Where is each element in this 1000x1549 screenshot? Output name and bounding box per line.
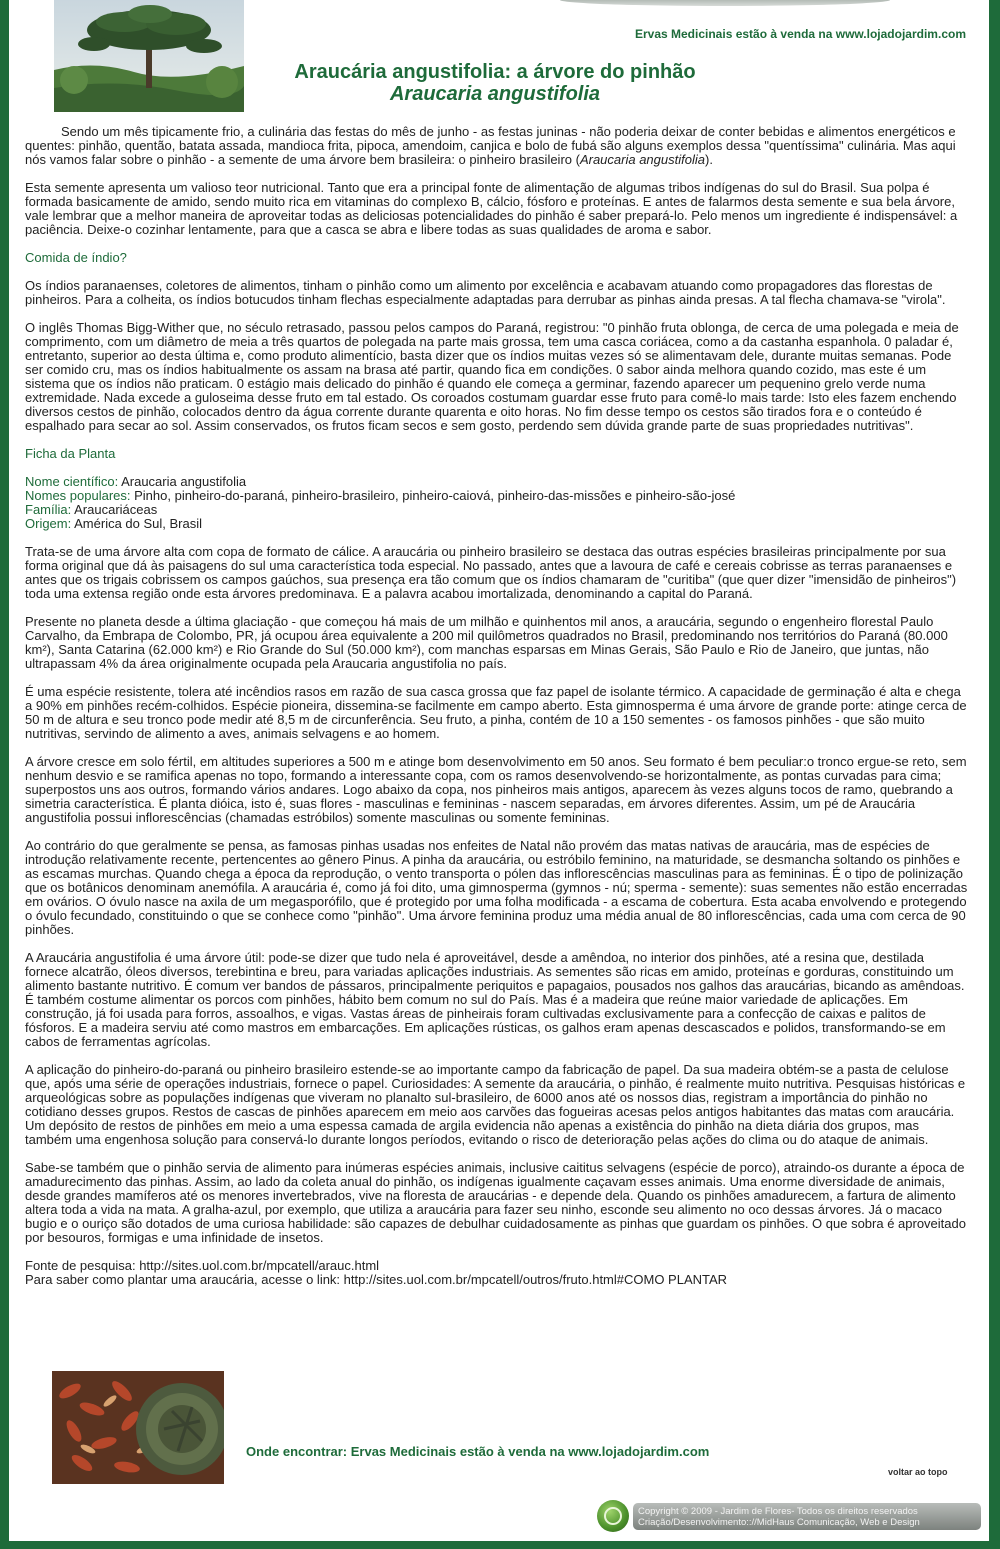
section-heading-comida: Comida de índio? xyxy=(25,250,127,265)
pinhao-seeds-photo xyxy=(52,1371,224,1484)
section-heading-ficha: Ficha da Planta xyxy=(25,446,116,461)
source-line: Fonte de pesquisa: http://sites.uol.com.br/mpcatell/arauc.html xyxy=(25,1258,380,1273)
paragraph: A aplicação do pinheiro-do-paraná ou pinheiro brasileiro estende-se ao importante campo da fabricação de papel. Da sua madeira obtém-se a pasta de celulose que, após uma série de operações industriais, fornece o papel. Curiosidades: A semente da araucária, o pinhão, é realmente muito nutritiva. Pesquisas históricas e arqueológicas sobre as populações indígenas que viveram no planalto sul-brasileiro, de 6000 anos até os nossos dias, registram a importância do pinhão no cotidiano desses grupos. Restos de cascas de pinhões aparecem em meio aos carvões das fogueiras acesas pelos antigos habitantes das matas com araucária. Um depósito de restos de pinhões em meio a uma espessa camada de argila evidencia não apenas a existência do pinhão na dieta diária dos grupos, mas também uma engenhosa solução para conservá-lo durante longos períodos, evitando o risco de deterioração pelas ações do clima ou do ataque de animais. xyxy=(25,1062,966,1147)
paragraph: O inglês Thomas Bigg-Wither que, no século retrasado, passou pelos campos do Paraná, registrou: "0 pinhão fruta oblonga, de cerca de uma polegada e meia de comprimento, com um diâmetro de meia a três quartos de polegada na parte mais grossa, tem uma casca coriácea, como a da castanha espanhola. 0 paladar é, entretanto, superior ao desta última e, como produto alimentício, basta dizer que os índios muitas vezes só se alimentavam dele, durante muitas semanas. Pode ser comido cru, mas os índios habitualmente os assam na brasa até partir, quando fica em condições. 0 sabor ainda melhora quando cozido, mas este é um sistema que os índios não praticam. 0 estágio mais delicado do pinhão é quando ele começa a germinar, fazendo aparecer um pequenino grelo verde numa extremidade. Nada excede a guloseima desse fruto em tal estado. Os coroados costumam guardar esse fruto para comê-lo mais tarde: Isto eles fazem enchendo diversos cestos de pinhão, colocados dentro da água corrente durante quarenta e oito horas. No fim desse tempo os cestos são tirados fora e o conteúdo é espalhado para secar ao sol. Assim conservados, os frutos ficam secos e sem gosto, perdendo sem dúvida grande parte de suas propriedades nutritivas". xyxy=(25,320,959,433)
top-decoration xyxy=(560,0,890,6)
right-border xyxy=(989,0,1000,1549)
planting-link-line: Para saber como plantar uma araucária, acesse o link: http://sites.uol.com.br/mpcatell/outros/fruto.html#COMO PLANTAR xyxy=(25,1272,728,1287)
title-scientific-name: Araucaria angustifolia xyxy=(389,83,601,105)
intro-italic-name: Araucaria angustifolia xyxy=(579,152,705,167)
copyright-box xyxy=(633,1503,981,1530)
araucaria-tree-photo xyxy=(54,0,244,112)
back-to-top-link[interactable]: voltar ao topo xyxy=(888,1467,948,1477)
intro-text: Sendo um mês tipicamente frio, a culinária das festas do mês de junho - as festas juninas - não poderia deixar de conter bebidas e alimentos energéticos e quentes: pinhão, quentão, batata assada, mandioca frita, pipoca, amendoim, canjica e bolo de fubá são alguns exemplos dessa "quentíssima" culinária. Mas aqui nós vamos falar sobre o pinhão - a semente de uma árvore bem brasileira: o pinheiro brasileiro ( xyxy=(25,124,956,167)
fact-label: Nome científico: xyxy=(25,474,119,489)
fact-value: América do Sul, Brasil xyxy=(71,516,203,531)
paragraph: É uma espécie resistente, tolera até incêndios rasos em razão de sua casca grossa que faz papel de isolante térmico. A capacidade de germinação é alta e chega a 90% em pinhões recém-colhidos. Espécie pioneira, dissemina-se facilmente em campo aberto. Esta gimnosperma é uma árvore de grande porte: atinge cerca de 50 m de altura e seu tronco pode medir até 8,5 m de circunferência. Seu fruto, a pinha, contém de 10 a 150 sementes - os famosos pinhões - que são muito nutritivas, servindo de alimento a aves, animais selvagens e ao homem. xyxy=(25,684,967,741)
fact-label: Origem: xyxy=(25,516,72,531)
fact-popular-names xyxy=(25,489,969,503)
copyright-badge xyxy=(597,1500,982,1532)
top-store-link[interactable]: Ervas Medicinais estão à venda na www.lojadojardim.com xyxy=(634,27,966,41)
paragraph: Ao contrário do que geralmente se pensa, as famosas pinhas usadas nos enfeites de Natal não provém das matas nativas de araucária, mas de espécies de introdução relativamente recente, pertencentes ao gênero Pinus. A pinha da araucária, ou estróbilo feminino, na maturidade, se desmancha soltando os pinhões e as escamas murchas. Quando chega a época da reprodução, o vento transporta o pólen das inflorescências masculinas para as femininas. É o tipo de polinização que os botânicos denominam anemófila. A araucária é, como já foi dito, uma gimnosperma (gymnos - nú; sperma - semente): suas sementes não estão encerradas em ovários. O óvulo nasce na axila de um megasporófilo, que é protegido por uma folha modificada - a escama de cobertura. Esta acaba envolvendo e protegendo o óvulo fecundado, constituindo o que se conhece como "pinhão". Uma árvore feminina produz uma média anual de 80 inflorescências, cada uma com cerca de 90 pinhões. xyxy=(25,838,968,937)
fact-label: Família: xyxy=(25,502,72,517)
paragraph: A Araucária angustifolia é uma árvore útil: pode-se dizer que tudo nela é aproveitável, desde a amêndoa, no interior dos pinhões, até a resina que, destilada fornece alcatrão, óleos diversos, terebintina e breu, para variadas aplicações industriais. As sementes são ricas em amido, proteínas e gorduras, constituindo um alimento bastante nutritivo. É comum ver bandos de pássaros, principalmente periquitos e papagaios, pousados nos galhos das araucárias, bicando as amêndoas. É também costume alimentar os porcos com pinhões, hábito bem comum no sul do País. Mas é a madeira que reúne maior variedade de aplicações. Em construção, já foi usada para forros, assoalhos, e vigas. Vastas áreas de pinheirais foram cultivadas exclusivamente para a confecção de caixas e palitos de fósforos. E a madeira serviu até como mastros em embarcações. Em aplicações rústicas, os galhos eram apenas descascados e polidos, transformando-se em cabos de ferramentas agrícolas. xyxy=(25,950,965,1049)
title-main: Araucária angustifolia: a árvore do pinhão xyxy=(294,61,696,83)
fact-value: Pinho, pinheiro-do-paraná, pinheiro-brasileiro, pinheiro-caiová, pinheiro-das-missões e pinheiro-são-josé xyxy=(130,488,736,503)
paragraph: Presente no planeta desde a última glaciação - que começou há mais de um milhão e quinhentos mil anos, a araucária, segundo o engenheiro florestal Paulo Carvalho, da Embrapa de Colombo, PR, já ocupou área equivalente a 200 mil quilômetros quadrados no Brasil, predominando nos territórios do Paraná (80.000 km²), Santa Catarina (62.000 km²) e Rio Grande do Sul (50.000 km²), com manchas esparsas em Minas Gerais, São Paulo e Rio de Janeiro, que juntas, não ultrapassam 4% da área originalmente ocupada pela Araucaria angustifolia no país. xyxy=(25,614,948,671)
article-body xyxy=(25,125,969,1287)
page-title xyxy=(250,61,740,105)
fact-origin xyxy=(25,517,969,531)
paragraph: Sabe-se também que o pinhão servia de alimento para inúmeras espécies animais, inclusive caititus selvagens (espécie de porco), atraindo-os durante a época de amadurecimento das pinhas. Assim, ao lado da coleta anual do pinhão, os indígenas igualmente caçavam esses animais. Uma enorme diversidade de animais, desde grandes mamíferos até os menores invertebrados, vive na floresta de araucárias - e depende dela. Quando os pinhões amadurecem, a fartura de alimento altera toda a vida na mata. A gralha-azul, por exemplo, que utiliza a araucária para fazer seu ninho, esconde seu alimento no oco dessas árvores. Já o macaco bugio e o ouriço são dotados de uma curiosa habilidade: são capazes de debulhar cuidadosamente as pinhas que guardam os pinhões. O que sobra é aproveitado por besouros, formigas e uma infinidade de insetos. xyxy=(25,1160,966,1245)
paragraph-intro xyxy=(25,125,969,167)
left-border xyxy=(0,0,9,1549)
paragraph: Os índios paranaenses, coletores de alimentos, tinham o pinhão como um alimento por excelência e acabavam atuando como propagadores das florestas de pinheiros. Para a colheita, os índios botucudos tinham flechas especialmente adaptadas para derrubar as pinhas ainda presas. A tal flecha chamava-se "virola". xyxy=(25,278,946,307)
paragraph: A árvore cresce em solo fértil, em altitudes superiores a 500 m e atinge bom desenvolvimento em 50 anos. Seu formato é bem peculiar:o tronco ergue-se reto, sem nenhum desvio e se ramifica apenas no topo, formando a interessante copa, com os ramos desenvolvendo-se horizontalmente, as pontas curvadas para cima; superpostos uns aos outros, formando vários andares. Logo abaixo da copa, nos pinheiros mais antigos, aparecem às vezes alguns tocos de ramo, quebrando a simetria característica. É planta dióica, isto é, suas flores - masculinas e femininas - nascem separadas, em árvores diferentes. Assim, um pé de Araucária angustifolia possui inflorescências (chamadas estróbilos) somente masculinas ou somente femininas. xyxy=(25,754,967,825)
credits-line[interactable]: Criação/Desenvolvimento:://MidHaus Comunicação, Web e Design xyxy=(638,1517,920,1528)
midhaus-logo-icon[interactable] xyxy=(597,1500,629,1532)
fact-value: Araucaria angustifolia xyxy=(118,474,247,489)
fact-label: Nomes populares: xyxy=(25,488,131,503)
fact-scientific-name xyxy=(25,475,969,489)
plant-fact-sheet xyxy=(25,475,969,531)
fact-family xyxy=(25,503,969,517)
intro-end: ). xyxy=(704,152,713,167)
bottom-border xyxy=(0,1541,1000,1549)
paragraph: Esta semente apresenta um valioso teor nutricional. Tanto que era a principal fonte de alimentação de algumas tribos indígenas do sul do Brasil. Sua polpa é formada basicamente de amido, sendo muito rica em vitaminas do complexo B, cálcio, fósforo e proteínas. E antes de falarmos desta semente e sua bela árvore, vale lembrar que a melhor maneira de aproveitar todas as deliciosas potencialidades do pinhão é saber prepará-lo. Pelo menos um ingrediente é indispensável: a paciência. Deixe-o cozinhar lentamente, para que a casca se abra e libere todas as suas qualidades de aroma e sabor. xyxy=(25,180,958,237)
copyright-line: Copyright © 2009 - Jardim de Flores- Todos os direitos reservados xyxy=(638,1506,918,1517)
paragraph: Trata-se de uma árvore alta com copa de formato de cálice. A araucária ou pinheiro brasileiro se destaca das outras espécies brasileiras principalmente por sua forma original que dá às paisagens do sul uma característica toda especial. No passado, antes que a lavoura de café e cereais cobrisse as terras paranaenses e antes que os trigais cobrissem os campos gaúchos, sua presença era tão comum que os índios chamaram de "curitiba" (que quer dizer "imensidão de pinheiros") toda uma extensa região onde esta árvores predominava. E a palavra acabou imortalizada, denominando a capital do Paraná. xyxy=(25,544,957,601)
fact-value: Araucariáceas xyxy=(71,502,158,517)
bottom-store-link[interactable]: Onde encontrar: Ervas Medicinais estão à venda na www.lojadojardim.com xyxy=(246,1444,710,1459)
